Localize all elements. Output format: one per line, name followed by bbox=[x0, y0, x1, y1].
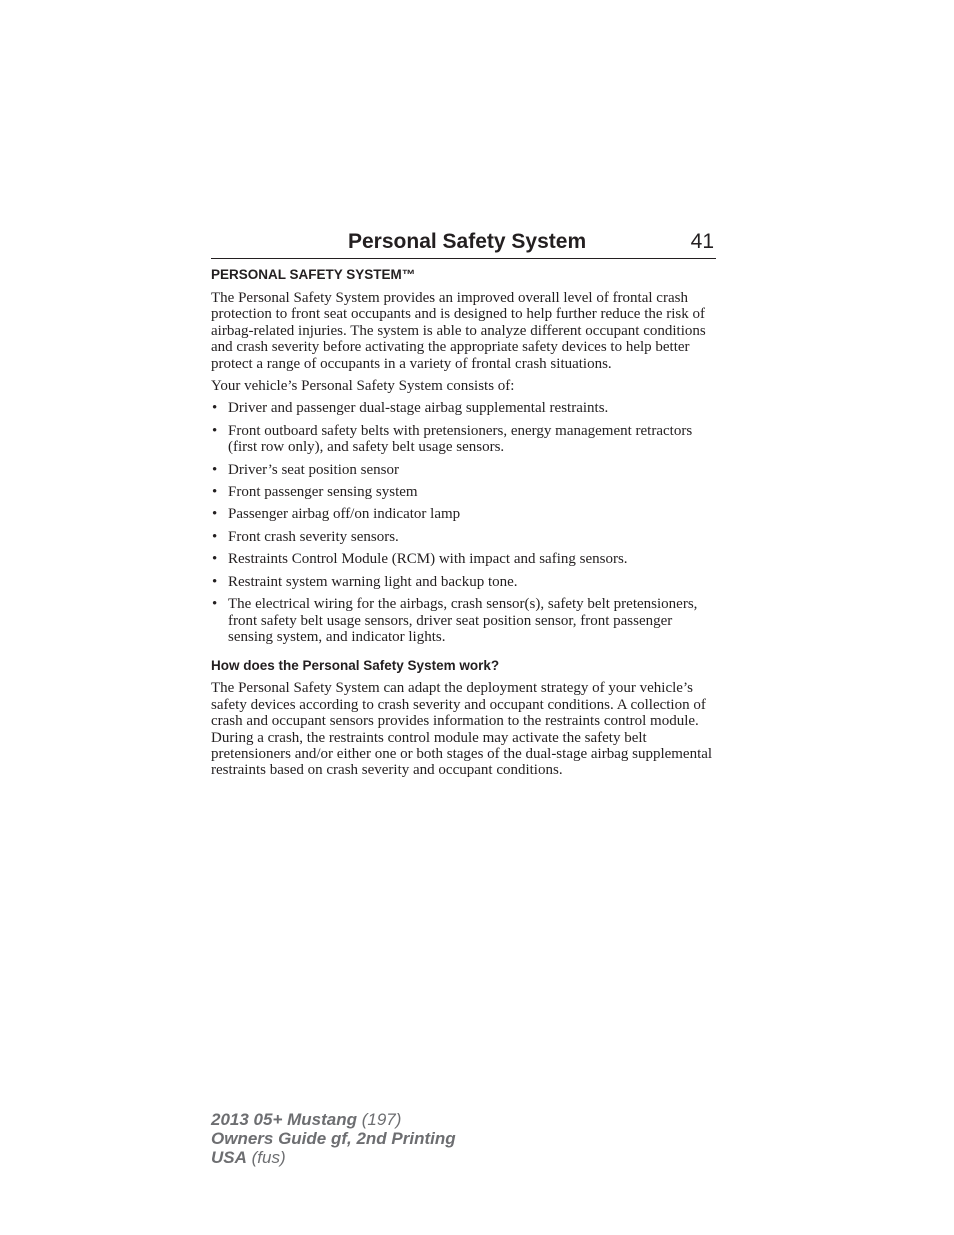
list-item: • Front outboard safety belts with pretensioners, energy management retractors (first row only), and safety belt usage sensors. bbox=[211, 423, 716, 456]
list-item: • Driver and passenger dual-stage airbag supplemental restraints. bbox=[211, 400, 716, 416]
footer-line-2 bbox=[211, 1129, 456, 1148]
list-item: • Front passenger sensing system bbox=[211, 484, 716, 500]
how-it-works-heading: How does the Personal Safety System work? bbox=[211, 658, 500, 674]
list-item: • Front crash severity sensors. bbox=[211, 529, 716, 545]
component-list bbox=[211, 400, 716, 645]
list-item: • Driver’s seat position sensor bbox=[211, 462, 716, 478]
consists-of-paragraph: Your vehicle’s Personal Safety System consists of: bbox=[211, 378, 515, 395]
document-footer bbox=[211, 1110, 456, 1167]
intro-paragraph: The Personal Safety System provides an improved overall level of frontal crash protection to front seat occupants and is designed to help further reduce the risk of airbag-related injuries. The system is able to analyze different occupant conditions and crash severity before activating the appropriate safety devices to help better protect a range of occupants in a variety of frontal crash situations. bbox=[211, 290, 706, 372]
footer-guide-edition: Owners Guide gf, 2nd Printing bbox=[211, 1129, 456, 1148]
section-heading: PERSONAL SAFETY SYSTEM™ bbox=[211, 267, 416, 282]
list-item: • Passenger airbag off/on indicator lamp bbox=[211, 506, 716, 522]
page-number: 41 bbox=[690, 230, 714, 253]
list-item: • The electrical wiring for the airbags, crash sensor(s), safety belt pretensioners, front safety belt usage sensors, driver seat position sensor, front passenger sensing system, and indicator lights. bbox=[211, 596, 716, 645]
page-header bbox=[211, 228, 716, 259]
page-header-title: Personal Safety System bbox=[348, 230, 587, 253]
page-content bbox=[211, 266, 716, 785]
footer-market-code: (fus) bbox=[246, 1148, 286, 1167]
footer-line-1 bbox=[211, 1110, 456, 1129]
how-it-works-paragraph: The Personal Safety System can adapt the deployment strategy of your vehicle’s safety devices according to crash severity and occupant conditions. A collection of crash and occupant sensors provides information to the restraints control module. During a crash, the restraints control module may activate the safety belt pretensioners and/or either one or both stages of the dual-stage airbag supplemental restraints based on crash severity and occupant conditions. bbox=[211, 680, 713, 779]
list-item: • Restraint system warning light and backup tone. bbox=[211, 574, 716, 590]
footer-line-3 bbox=[211, 1148, 456, 1167]
list-item: • Restraints Control Module (RCM) with impact and safing sensors. bbox=[211, 551, 716, 567]
footer-model-code: (197) bbox=[357, 1110, 402, 1129]
footer-market: USA bbox=[211, 1148, 247, 1167]
footer-model: 2013 05+ Mustang bbox=[211, 1110, 357, 1129]
